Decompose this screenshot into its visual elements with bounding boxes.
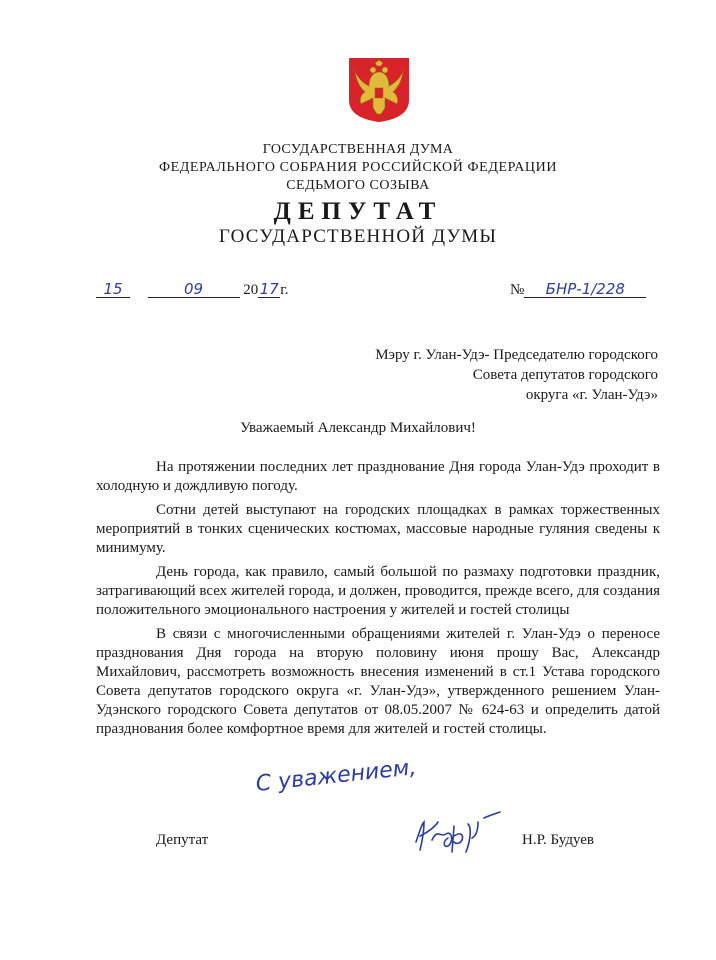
letterhead-line-3: СЕДЬМОГО СОЗЫВА xyxy=(286,178,430,193)
russian-coat-of-arms-icon xyxy=(347,56,411,124)
year-unit: г. xyxy=(280,282,289,298)
number-sign: № xyxy=(510,282,525,298)
paragraph: День города, как правило, самый большой по размаху подготовки праздник, затрагивающий всех жителей города, и должен, проводится, прежде всего, для создания положительного эмоционального настроения у жителей и гостей столицы xyxy=(96,564,660,618)
paragraph: Сотни детей выступают на городских площадках в рамках торжественных мероприятий в тонких сценических костюмах, массовые народные гуляния сведены к минимуму. xyxy=(96,502,660,556)
addressee-line-1: Мэру г. Улан-Удэ- Председателю городского xyxy=(375,347,658,363)
date-month: 09 xyxy=(148,282,240,298)
signatory-role: Депутат xyxy=(156,832,209,848)
document-number-line xyxy=(510,282,646,299)
letterhead-subtitle: ГОСУДАРСТВЕННОЙ ДУМЫ xyxy=(218,226,498,247)
greeting: Уважаемый Александр Михайлович! xyxy=(240,420,476,436)
letterhead-line-2: ФЕДЕРАЛЬНОГО СОБРАНИЯ РОССИЙСКОЙ ФЕДЕРАЦИИ xyxy=(158,160,558,175)
handwritten-closing: С уважением, xyxy=(254,755,418,797)
addressee-block xyxy=(338,345,658,405)
handwritten-signature xyxy=(408,808,508,858)
paragraph: В связи с многочисленными обращениями жителей г. Улан-Удэ о переносе празднования Дня города на вторую половину июня прошу Вас, Александр Михайлович, рассмотреть возможность внесения изменений в ст.1 Устава городского Совета депутатов городского округа «г. Улан-Удэ», утвержденного решением Улан-Удэнского городского Совета депутатов от 08.05.2007 № 624-63 и определить датой празднования более комфортное время для жителей и гостей столицы. xyxy=(96,626,660,737)
year-prefix: 20 xyxy=(243,282,259,298)
year-suffix: 17 xyxy=(259,280,279,298)
paragraph: На протяжении последних лет празднование Дня города Улан-Удэ проходит в холодную и дождливую погоду. xyxy=(96,459,660,494)
addressee-line-2: Совета депутатов городского xyxy=(472,367,658,383)
date-day: 15 xyxy=(96,282,130,298)
date-line xyxy=(96,282,288,299)
letter-body xyxy=(96,458,660,744)
signatory-name: Н.Р. Будуев xyxy=(522,832,595,848)
addressee-line-3: округа «г. Улан-Удэ» xyxy=(525,387,658,403)
letterhead-line-1: ГОСУДАРСТВЕННАЯ ДУМА xyxy=(262,142,454,157)
letterhead-title: ДЕПУТАТ xyxy=(273,198,443,225)
document-number: БНР-1/228 xyxy=(524,282,646,298)
